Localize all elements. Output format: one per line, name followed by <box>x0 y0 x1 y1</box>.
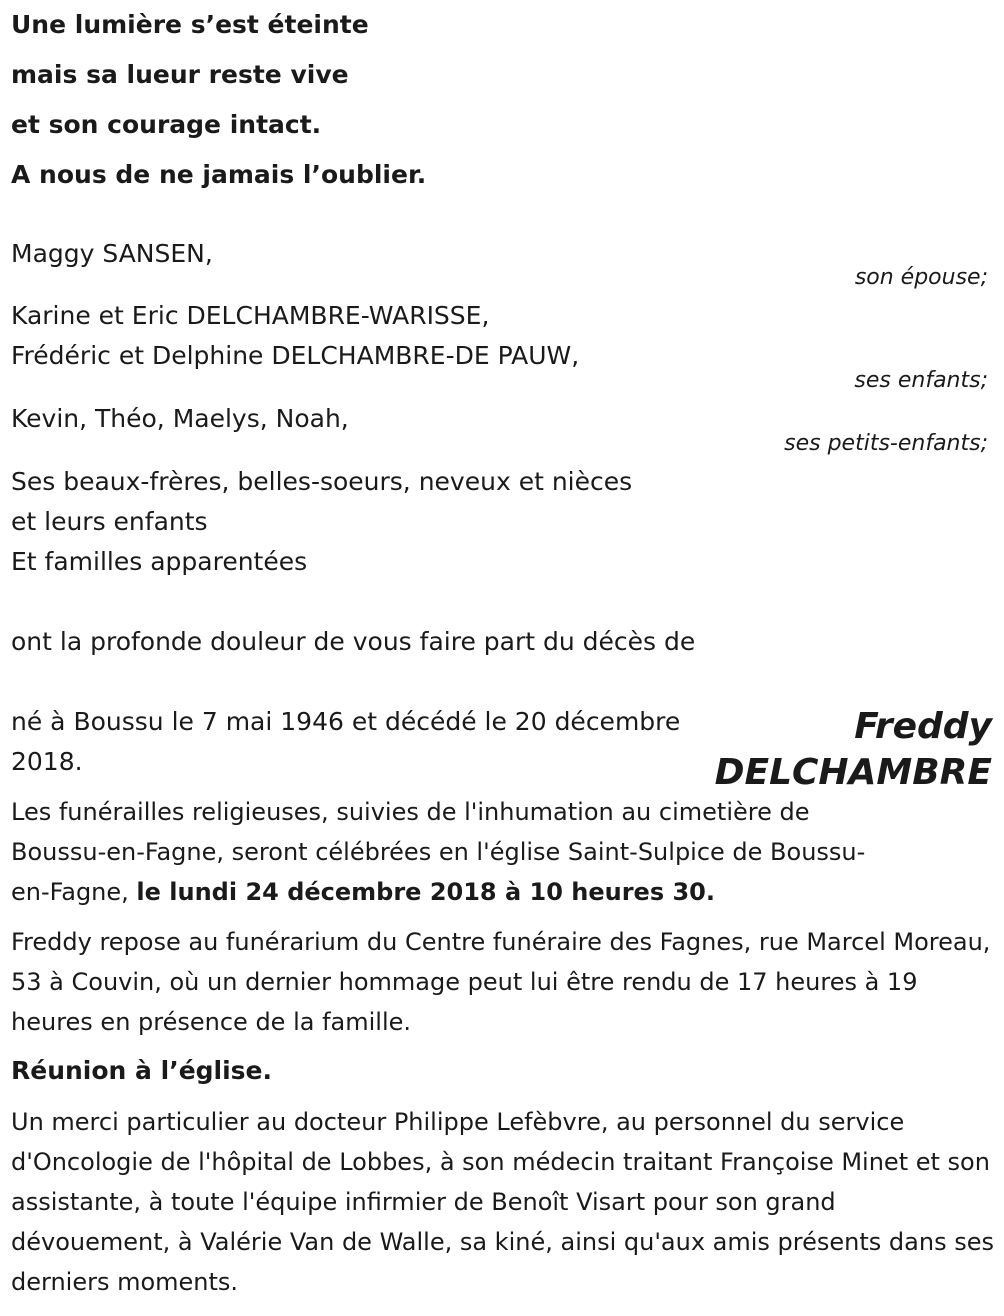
funeral-paragraph <box>11 792 891 912</box>
announcement: ont la profonde douleur de vous faire part du décès de <box>11 627 696 656</box>
deceased-first-name: Freddy <box>854 706 992 747</box>
poem-line: A nous de ne jamais l’oublier. <box>11 160 427 189</box>
grandchildren: Kevin, Théo, Maelys, Noah, <box>11 404 349 433</box>
child-2: Frédéric et Delphine DELCHAMBRE-DE PAUW, <box>11 341 580 370</box>
deceased-name <box>712 704 992 796</box>
relatives-line: Et familles apparentées <box>11 547 308 576</box>
funeral-text: Les funérailles religieuses, suivies de l'inhumation au cimetière de Boussu-en-Fagne, seront célébrées en l'église Saint-Sulpice de Boussu-en-Fagne, <box>11 798 866 906</box>
spouse-role: son épouse; <box>854 265 988 290</box>
grandchildren-role: ses petits-enfants; <box>784 431 988 456</box>
child-1: Karine et Eric DELCHAMBRE-WARISSE, <box>11 301 490 330</box>
birth-death-line: né à Boussu le 7 mai 1946 et décédé le 20 décembre <box>11 707 681 736</box>
poem-line: Une lumière s’est éteinte <box>11 10 369 39</box>
relatives-line: Ses beaux-frères, belles-soeurs, neveux et nièces <box>11 467 633 496</box>
thanks-paragraph: Un merci particulier au docteur Philippe Lefèbvre, au personnel du service d'Oncologie de l'hôpital de Lobbes, à son médecin traitant Françoise Minet et son assistante, à toute l'équipe infirmier de Benoît Visart pour son grand dévouement, à Valérie Van de Walle, sa kiné, ainsi qu'aux amis présents dans ses derniers moments. <box>11 1108 994 1296</box>
children-role: ses enfants; <box>854 368 988 393</box>
poem <box>11 10 426 210</box>
visitation-paragraph: Freddy repose au funérarium du Centre funéraire des Fagnes, rue Marcel Moreau, 53 à Couvin, où un dernier hommage peut lui être rendu de 17 heures à 19 heures en présence de la famille. <box>11 928 991 1036</box>
spouse-name: Maggy SANSEN, <box>11 239 213 268</box>
meeting-note: Réunion à l’église. <box>11 1056 273 1085</box>
birth-death-line: 2018. <box>11 747 83 776</box>
relatives-line: et leurs enfants <box>11 507 208 536</box>
poem-line: et son courage intact. <box>11 110 322 139</box>
deceased-last-name: DELCHAMBRE <box>714 752 992 793</box>
poem-line: mais sa lueur reste vive <box>11 60 349 89</box>
funeral-date: le lundi 24 décembre 2018 à 10 heures 30. <box>136 878 715 906</box>
